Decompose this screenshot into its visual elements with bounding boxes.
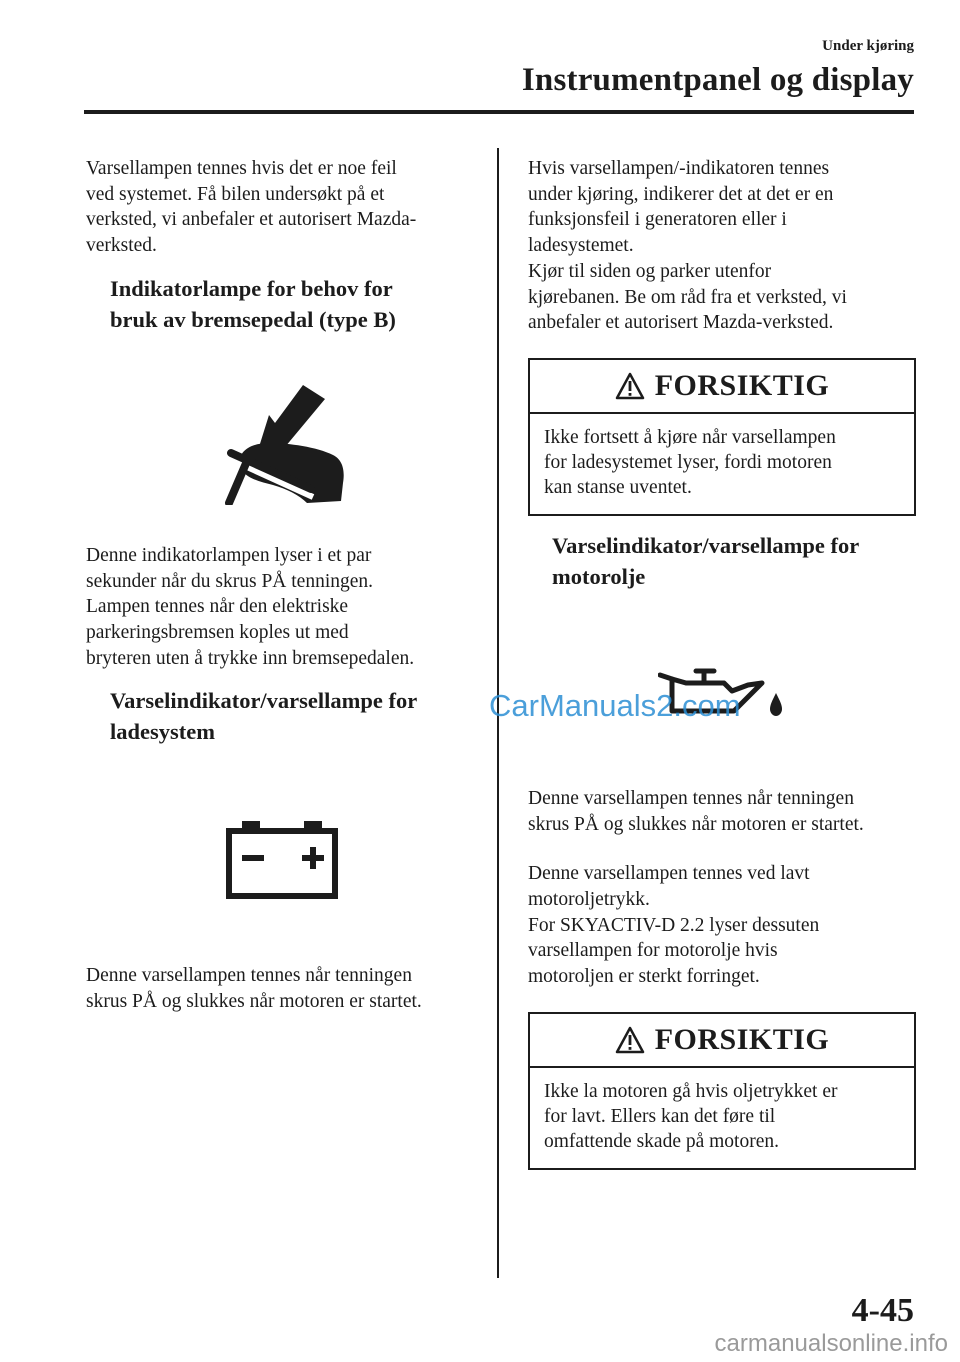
- header-rule: [84, 110, 914, 114]
- brake-pedal-foot-icon: [86, 347, 478, 543]
- caution-box-charging: [528, 358, 916, 516]
- caution-text: Ikke fortsett å kjøre når varsellampen for ladesystemet lyser, fordi motoren kan stanse uventet.: [544, 426, 836, 498]
- battery-icon: [86, 757, 478, 963]
- warning-triangle-icon: [615, 1026, 645, 1054]
- section-label: Under kjøring: [822, 38, 914, 54]
- page-number: 4-45: [851, 1292, 914, 1329]
- caution-title: FORSIKTIG: [654, 1022, 830, 1056]
- oil-text-1: Denne varsellampen tennes når tenningen skrus PÅ og slukkes når motoren er startet.: [528, 787, 864, 835]
- caution-text: Ikke la motoren gå hvis oljetrykket er for lavt. Ellers kan det føre til omfattende skade på motoren.: [544, 1080, 838, 1152]
- intro-paragraph: Varsellampen tennes hvis det er noe feil ved systemet. Få bilen undersøkt på et verksted, vi anbefaler et autorisert Mazda- verksted.: [86, 158, 417, 257]
- charging-text: Denne varsellampen tennes når tenningen skrus PÅ og slukkes når motoren er startet.: [86, 965, 422, 1013]
- caution-title: FORSIKTIG: [654, 368, 830, 402]
- warning-triangle-icon: [615, 372, 645, 400]
- caution-box-oil: [528, 1012, 916, 1170]
- oil-heading: Varselindikator/varsellampe for motorolje: [552, 532, 860, 589]
- left-column: [86, 156, 478, 1015]
- charging-fault-paragraph: Hvis varsellampen/-indikatoren tennes under kjøring, indikerer det at det er en funksjonsfeil i generatoren eller i ladesystemet. Kjør til siden og parker utenfor kjørebanen. Be om råd fra et verksted, vi anbefaler et autorisert Mazda-verksted.: [528, 158, 847, 334]
- watermark: CarManuals2.com: [489, 688, 741, 723]
- brake-indicator-text: Denne indikatorlampen lyser i et par sekunder når du skrus PÅ tenningen. Lampen tennes når den elektriske parkeringsbremsen koples ut med bryteren uten å trykke inn bremsepedalen.: [86, 544, 415, 669]
- charging-heading: Varselindikator/varsellampe for ladesystem: [110, 688, 418, 745]
- oil-text-2: Denne varsellampen tennes ved lavt motoroljetrykk. For SKYACTIV-D 2.2 lyser dessuten varsellampen for motorolje hvis motoroljen er sterkt forringet.: [528, 863, 820, 988]
- caution-header: [530, 1014, 914, 1068]
- footer-site-link[interactable]: carmanualsonline.info: [714, 1330, 948, 1357]
- page-title: Instrumentpanel og display: [521, 62, 914, 98]
- right-column: [528, 156, 916, 1170]
- brake-indicator-heading: Indikatorlampe for behov for bruk av bremsepedal (type B): [110, 275, 396, 332]
- caution-header: [530, 360, 914, 414]
